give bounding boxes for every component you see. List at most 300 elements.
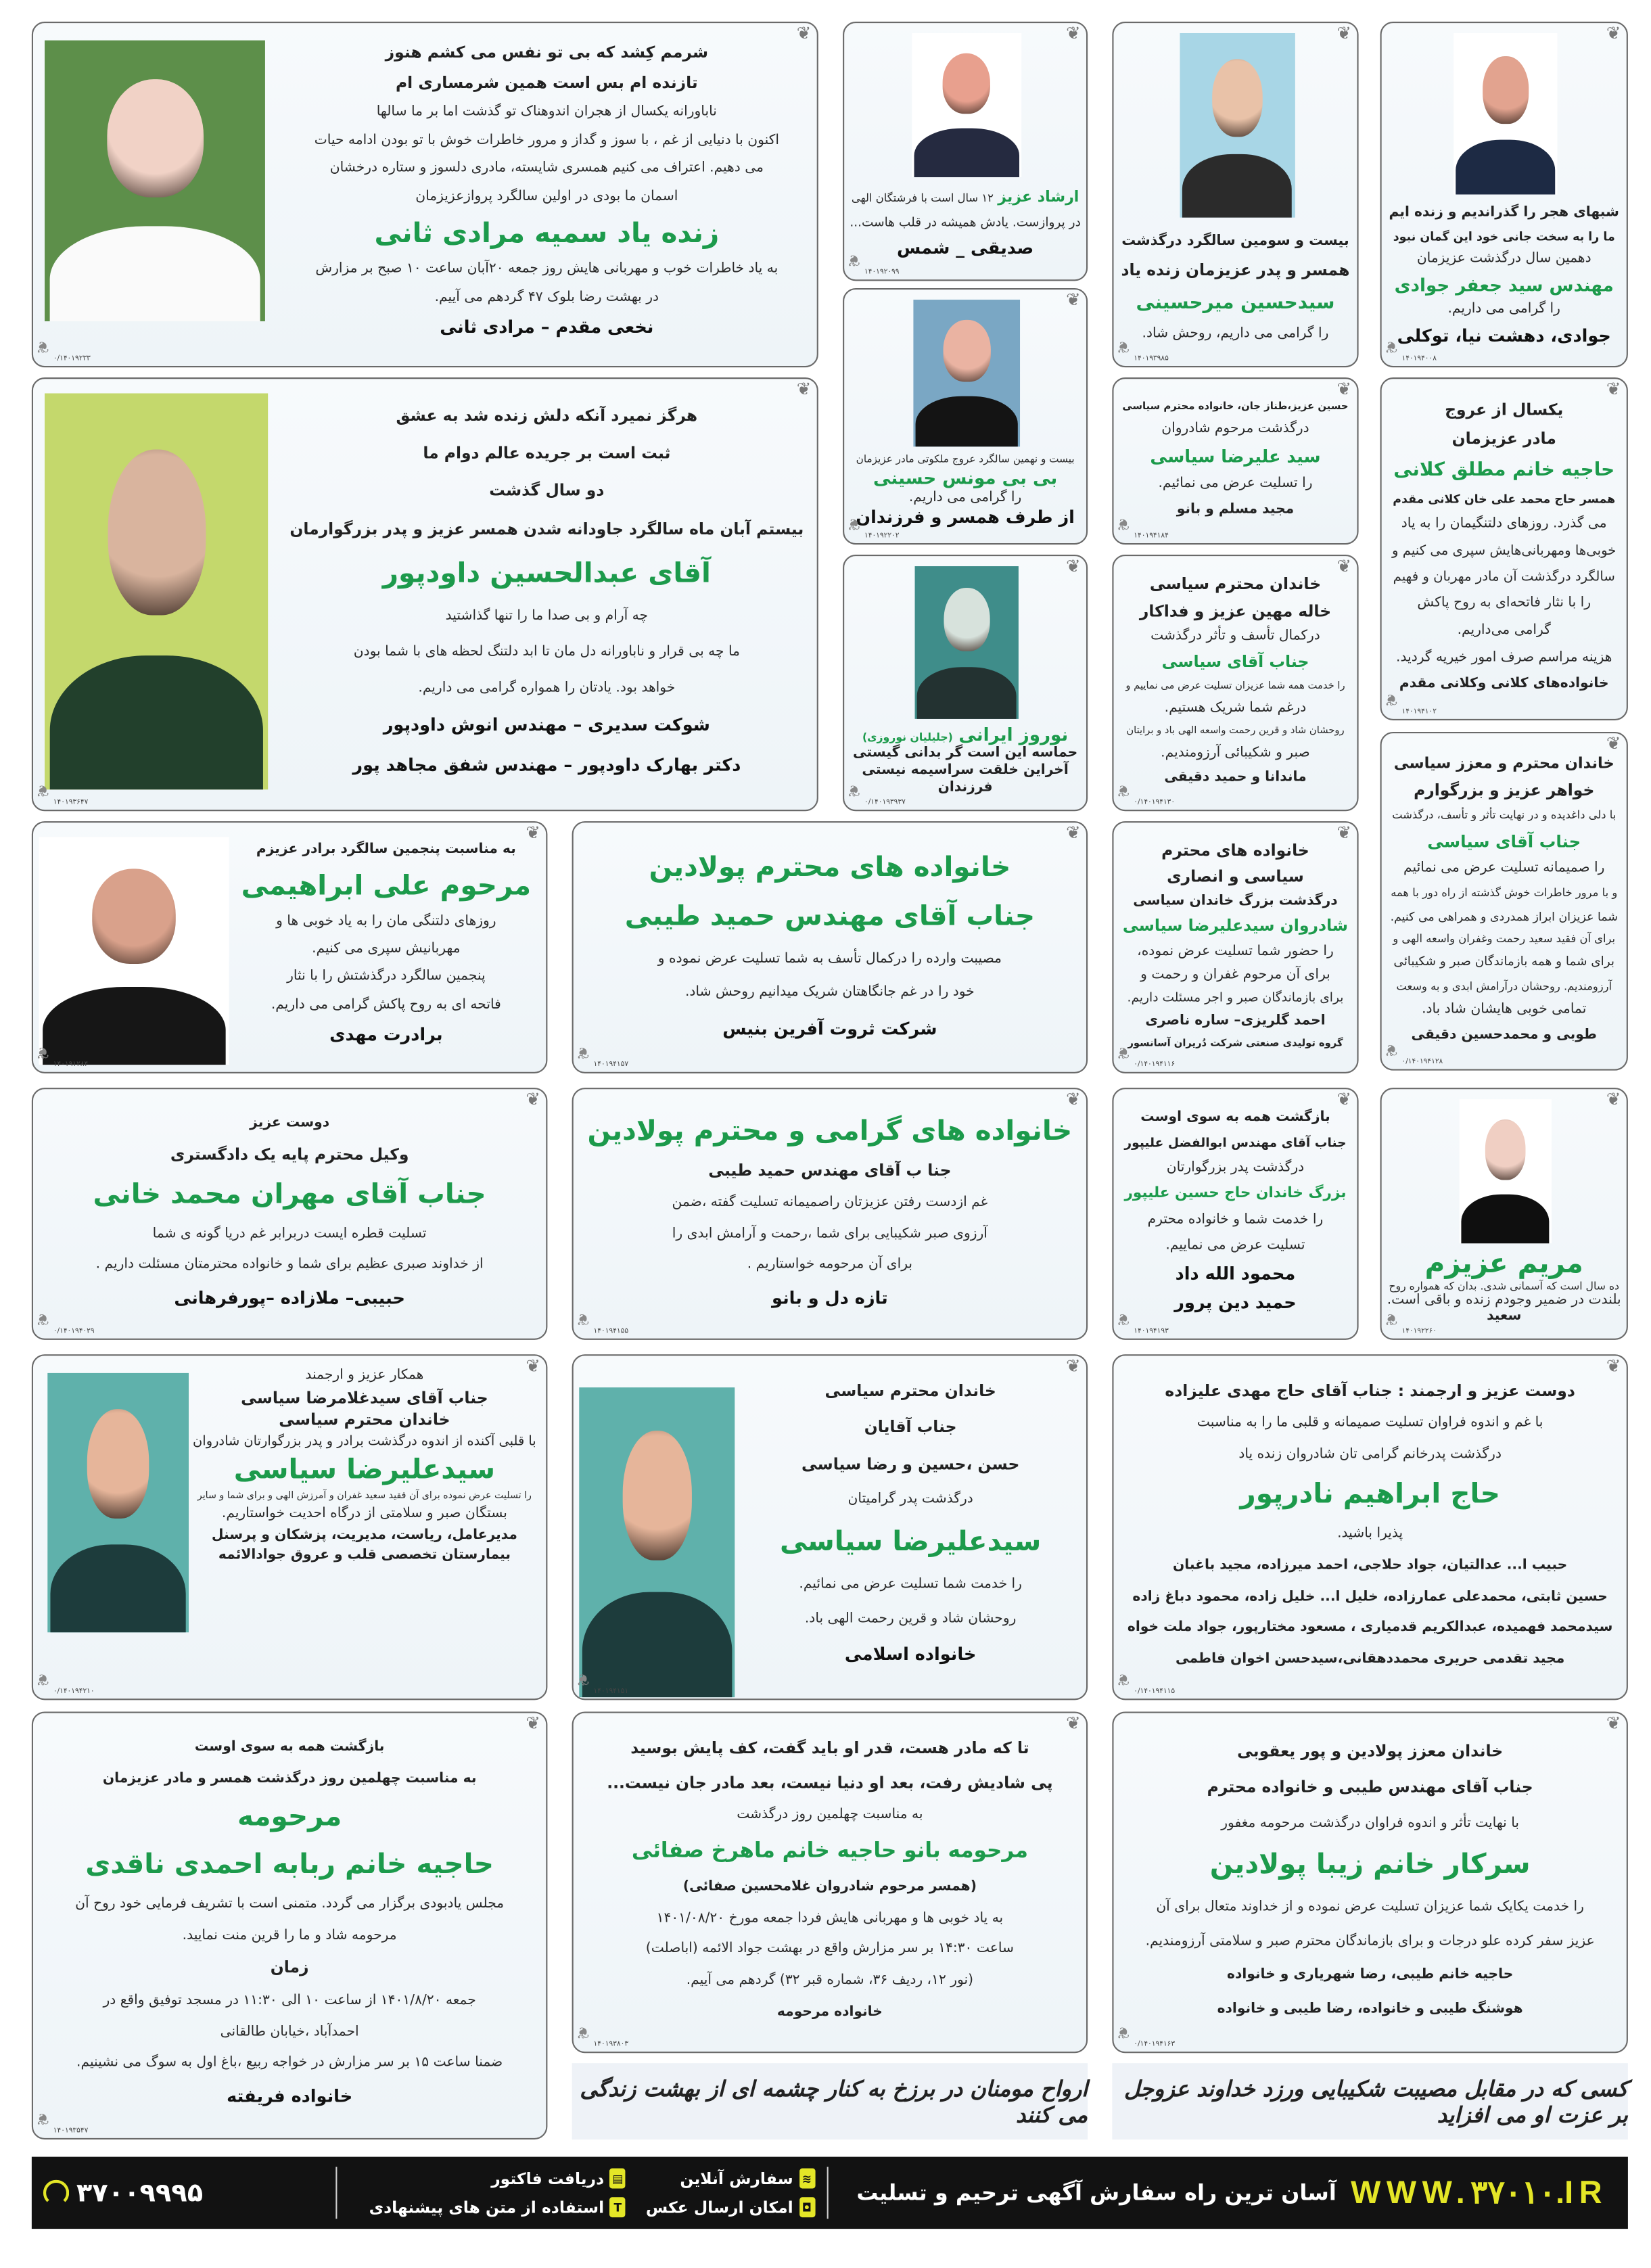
line-text: عزیز سفر کرده علو درجات و برای بازماندگان محترم صبر و سلامتی آرزومندیم. bbox=[1145, 1933, 1595, 1949]
line-text: روحشان شاد و قرین رحمت الهی باد. bbox=[804, 1610, 1017, 1626]
quote-text: ارواح مومنان در برزخ به کنار چشمه ای از بهشت زندگی می کنند bbox=[580, 2075, 1088, 2127]
ad-bibi bbox=[843, 288, 1088, 545]
line-text: خاندان محترم سیاسی bbox=[279, 1411, 450, 1430]
body-line bbox=[1150, 630, 1320, 646]
line-text: خانواده های گرامی و محترم پولادین bbox=[587, 1114, 1073, 1147]
portrait-photo bbox=[912, 33, 1021, 177]
body-line bbox=[193, 1435, 536, 1450]
line-text: را خدمت همه شما عزیزان تسلیت عرض می نماییم و bbox=[1125, 680, 1345, 692]
line-text: درگذشت پدرخانم گرامی تان شادروان زنده یاد bbox=[1238, 1447, 1502, 1463]
headset-icon bbox=[43, 2180, 69, 2206]
line-text: حبیب ا... عدالتیان، جواد حلاجی، احمد میرزاده، مجید باغبان bbox=[1173, 1556, 1568, 1573]
signature bbox=[329, 1025, 443, 1045]
line-text: هوشنگ طیبی و خانواده، رضا طیبی و خانواده bbox=[1217, 2001, 1523, 2018]
feature-photo-upload[interactable] bbox=[646, 2197, 815, 2217]
line-text: حاجیه خانم طیبی، رضا شهریاری و خانواده bbox=[1226, 1967, 1514, 1983]
bold-line bbox=[1393, 230, 1615, 244]
line-text: چه آرام و بی صدا ما را تنها گذاشتید bbox=[445, 608, 649, 625]
body-line bbox=[287, 970, 486, 986]
line-text: شرمم کِشد که بی تو نفس می کشم هنوز bbox=[385, 43, 709, 62]
feature-list bbox=[646, 2169, 815, 2217]
line-text: به مناسبت پنجمین سالگرد برادر عزیزم bbox=[256, 841, 516, 858]
line-text: همسر و پدر عزیزمان زنده یاد bbox=[1121, 260, 1350, 280]
ad-tooba bbox=[1380, 732, 1628, 1071]
line-text: خوبی‌ها ومهربانی‌هایش سپری می کنیم و bbox=[1392, 542, 1617, 559]
corner-ornament-icon: ❦ bbox=[526, 823, 540, 843]
ad-code: ۱۴۰۱۹۳۹۸۵ bbox=[1134, 354, 1169, 363]
heading-line bbox=[864, 1420, 957, 1438]
portrait-photo bbox=[1179, 33, 1294, 218]
corner-ornament-icon: ❦ bbox=[576, 1310, 590, 1328]
corner-ornament-icon: ❦ bbox=[576, 1043, 590, 1062]
line-text: جناب آقای مهران محمد خانی bbox=[93, 1178, 486, 1211]
ad-text bbox=[1122, 1725, 1618, 2037]
corner-ornament-icon: ❦ bbox=[526, 1713, 540, 1734]
ad-poladin-tazedel bbox=[572, 1088, 1088, 1340]
deceased-name bbox=[234, 1456, 495, 1487]
line-text: تازنده ام بس است همین شرمساری ام bbox=[395, 73, 698, 93]
deceased-name bbox=[649, 852, 1010, 884]
line-text: دکتر بهارک داودپور – مهندس شفق مجاهد پور bbox=[352, 754, 741, 774]
line-text: شما عزیزان ابراز همدردی و همراهی می کنیم. bbox=[1390, 908, 1618, 923]
bold-line bbox=[683, 1880, 977, 1895]
deceased-name bbox=[93, 1180, 486, 1212]
ad-code: ۱۴۰۱۹۴۰۰۸ bbox=[1401, 354, 1437, 363]
corner-ornament-icon: ❦ bbox=[1066, 290, 1081, 310]
body-line bbox=[850, 216, 1081, 231]
line-text: جوادی، دهشت نیا، توکلی bbox=[1397, 325, 1611, 346]
body-line bbox=[1458, 624, 1551, 639]
ad-code: ۱۴۰۱۹۴۱۵۵ bbox=[593, 1326, 629, 1336]
body-line bbox=[1396, 651, 1612, 666]
corner-ornament-icon: ❦ bbox=[1116, 1043, 1130, 1062]
corner-ornament-icon: ❦ bbox=[1066, 1713, 1081, 1734]
body-line bbox=[1165, 701, 1307, 717]
bold-line bbox=[1127, 1038, 1343, 1050]
line-text: می دهیم. اعتراف می کنیم همسری شایسته، مادری دلسوز و ستاره درخشان bbox=[329, 160, 764, 177]
deceased-name bbox=[1427, 833, 1581, 852]
line-text: آخراین خلقت سراسیمه نیستی bbox=[862, 762, 1069, 779]
line-text: هرگز نمیرد آنکه دلش زنده شد به عشق bbox=[396, 405, 698, 425]
heading-line bbox=[1121, 234, 1349, 250]
line-text: برای شما و همه بازماندگان صبر و شکیبائی bbox=[1393, 954, 1615, 970]
line-text: درگذشت مرحوم شادروان bbox=[1161, 420, 1309, 436]
line-text: خاندان محترم سیاسی bbox=[824, 1381, 996, 1401]
line-text: ما را به سخت جانی خود این گمان نبود bbox=[1393, 229, 1615, 244]
line-text: دوست عزیز و ارجمند : جناب آقای حاج مهدی علیزاده bbox=[1165, 1381, 1575, 1401]
corner-ornament-icon: ❦ bbox=[1384, 337, 1398, 356]
ad-text bbox=[850, 723, 1081, 798]
deceased-name: ارشاد عزیز bbox=[998, 189, 1079, 206]
line-text: را گرامی می داریم، روحش شاد. bbox=[1142, 325, 1329, 341]
ad-davoudpour bbox=[32, 377, 818, 811]
body-line bbox=[1167, 1161, 1304, 1176]
ad-text bbox=[1390, 390, 1618, 704]
line-text: حسین عزیز،طناز جان، خانواده محترم سیاسی bbox=[1122, 400, 1349, 412]
line-text: طوبی و محمدحسین دقیقی bbox=[1411, 1027, 1597, 1044]
invoice-icon: ▤ bbox=[610, 2169, 626, 2189]
ad-maryam bbox=[1380, 1088, 1628, 1340]
body-line bbox=[222, 1508, 507, 1523]
deceased-name bbox=[1393, 460, 1614, 482]
feature-label: استفاده از متن های پیشنهادی bbox=[369, 2198, 605, 2217]
body-line bbox=[1127, 992, 1344, 1006]
signature bbox=[856, 509, 1075, 529]
line-text: یکسال از عروج bbox=[1445, 400, 1564, 419]
ad-text bbox=[582, 1101, 1078, 1324]
body-line bbox=[1221, 1816, 1519, 1832]
bold-line bbox=[250, 1116, 329, 1132]
heading-line bbox=[630, 1740, 1029, 1759]
line-text: برای آن فقید سعید رحمت وغفران واسعه الهی و bbox=[1393, 932, 1616, 946]
portrait-photo bbox=[45, 393, 268, 789]
corner-ornament-icon: ❦ bbox=[1116, 781, 1130, 800]
quote-banner bbox=[1112, 2063, 1628, 2139]
heading-line bbox=[1167, 866, 1304, 887]
ad-text bbox=[1122, 1367, 1618, 1684]
ad-code: ۱۴۰۱۹۴۱۰۲ bbox=[1401, 707, 1437, 716]
footer-bar bbox=[32, 2157, 1628, 2229]
bold-line bbox=[1176, 1652, 1564, 1668]
bold-line bbox=[1164, 770, 1306, 786]
body-line bbox=[799, 1577, 1022, 1593]
corner-ornament-icon: ❦ bbox=[796, 23, 812, 43]
line-text: حاجیه خانم ربابه احمدی ناقدی bbox=[85, 1849, 494, 1880]
line-text: درگذشت پدر گرامیتان bbox=[847, 1491, 973, 1508]
line-text: درگذشت بزرگ خاندان سیاسی bbox=[1133, 893, 1338, 909]
line-text: می گذرد. روزهای دلتنگیمان را به یاد bbox=[1401, 515, 1607, 532]
body-line bbox=[315, 262, 778, 278]
bold-line bbox=[1122, 400, 1348, 412]
line-text: فرزندان bbox=[937, 779, 993, 795]
line-text: مریم عزیزم bbox=[1424, 1247, 1583, 1279]
line-text: تمامی خوبی هایشان شاد باد. bbox=[1422, 1002, 1587, 1018]
bold-line bbox=[1227, 1969, 1513, 1985]
corner-ornament-icon: ❦ bbox=[1336, 23, 1351, 43]
line-text: برای بازماندگان صبر و اجر مسئلت داریم. bbox=[1127, 992, 1344, 1006]
feature-online-order[interactable] bbox=[646, 2169, 815, 2189]
body-line bbox=[153, 1227, 427, 1243]
deceased-name bbox=[1123, 919, 1348, 937]
ad-eslami bbox=[572, 1354, 1088, 1700]
line-text: خانواده فریفته bbox=[227, 2086, 353, 2107]
line-text: (نور ۱۲، ردیف ۳۶، شماره قبر ۳۲) گردهم می آییم. bbox=[686, 1972, 974, 1989]
line-text: با نهایت تأثر و اندوه فراوان درگذشت مرحومه مغفور bbox=[1221, 1815, 1520, 1831]
line-text: را خدمت یکایک شما عزیزان تسلیت عرض نموده و از خداوند متعال برای آن bbox=[1156, 1899, 1584, 1915]
line-text: بیست و نهمین سالگرد عروج ملکوتی مادر عزیزمان bbox=[856, 452, 1075, 465]
line-text: به مناسبت چهلمین روز درگذشت همسر و مادر عزیزمان bbox=[102, 1770, 477, 1786]
signature bbox=[352, 756, 741, 775]
heading-line bbox=[396, 75, 698, 93]
line-text: حاج ابراهیم نادرپور bbox=[1240, 1478, 1500, 1510]
ad-text bbox=[1384, 1247, 1621, 1328]
alias-text: (جلیلیان نوروزی) bbox=[862, 730, 953, 744]
feature-label: امکان ارسال عکس bbox=[645, 2198, 793, 2217]
line-text: نخعی مقدم – مرادی ثانی bbox=[440, 317, 654, 338]
line-text: خانواده های محترم پولادین bbox=[649, 850, 1011, 883]
line-text: حمید دین پرور bbox=[1174, 1293, 1297, 1313]
ad-text bbox=[191, 1364, 537, 1569]
line-text: حسن ،حسین و رضا سیاسی bbox=[801, 1454, 1020, 1474]
ad-code: ۰/۱۴۰۱۹۴۱۳۰ bbox=[1134, 798, 1176, 807]
corner-ornament-icon: ❦ bbox=[526, 1089, 540, 1110]
heading-line bbox=[170, 1147, 409, 1165]
ad-nowruz bbox=[843, 555, 1088, 811]
body-line bbox=[1165, 1239, 1305, 1254]
ad-nadarpour bbox=[1112, 1354, 1628, 1700]
corner-ornament-icon: ❦ bbox=[1116, 1310, 1130, 1328]
corner-ornament-icon: ❦ bbox=[1066, 1089, 1081, 1110]
line-text: مرحومه bbox=[237, 1801, 342, 1834]
feature-suggested-texts[interactable] bbox=[369, 2197, 626, 2217]
bold-line bbox=[1487, 1310, 1521, 1326]
heading-line bbox=[386, 44, 708, 62]
corner-ornament-icon: ❦ bbox=[1384, 690, 1398, 709]
body-line bbox=[672, 1227, 987, 1243]
bold-line bbox=[212, 1528, 517, 1544]
ad-code: ۱۴۰۱۹۳۵۴۷ bbox=[53, 2126, 89, 2135]
line-text: را تسلیت عرض می نمائیم. bbox=[1158, 476, 1313, 492]
portrait-photo bbox=[913, 300, 1020, 446]
line-text: سیدعلیرضا سیاسی bbox=[780, 1525, 1042, 1558]
body-line bbox=[446, 610, 648, 626]
deceased-name bbox=[862, 724, 1068, 745]
body-line bbox=[1447, 303, 1560, 319]
ad-mehran bbox=[32, 1088, 548, 1340]
corner-ornament-icon: ❦ bbox=[1336, 823, 1351, 843]
body-line bbox=[737, 1808, 923, 1824]
line-text: جناب آقای مهندس حمید طیبی bbox=[624, 900, 1036, 933]
line-text: حماسه این است گر بدانی گیستی bbox=[853, 745, 1078, 761]
ad-siasi-ansari bbox=[1112, 821, 1358, 1073]
ad-code: ۱۴۰۱۹۴۱۸۴ bbox=[1134, 531, 1169, 540]
divider bbox=[336, 2167, 338, 2219]
line-text: دو سال گذشت bbox=[489, 481, 605, 501]
deceased-name bbox=[1395, 275, 1614, 296]
deceased-name bbox=[85, 1850, 494, 1882]
line-text: را با نثار فاتحه‌ای به روح پاکش bbox=[1417, 595, 1591, 612]
body-line bbox=[305, 1369, 423, 1385]
line-text: ساعت ۱۴:۳۰ بر سر مزارش واقع در بهشت جواد الائمه (اباصلت) bbox=[645, 1941, 1014, 1958]
line-text: مرحوم علی ابراهیمی bbox=[241, 869, 532, 902]
line-text: سالگرد درگذشت آن مادر مهربان و فهیم bbox=[1393, 569, 1615, 586]
body-line bbox=[75, 1897, 504, 1913]
line-text: برادرت مهدی bbox=[329, 1024, 443, 1044]
line-text: خانواده های محترم bbox=[1161, 840, 1309, 860]
feature-invoice[interactable] bbox=[369, 2169, 626, 2189]
body-line bbox=[1417, 597, 1591, 613]
corner-ornament-icon: ❦ bbox=[36, 2109, 49, 2129]
body-line bbox=[1126, 726, 1344, 738]
line-text: مادر عزیزمان bbox=[1451, 429, 1556, 448]
body-line bbox=[1197, 1417, 1543, 1433]
heading-line bbox=[607, 1774, 1052, 1792]
body-line bbox=[1387, 1294, 1621, 1310]
bold-line bbox=[1127, 1621, 1613, 1637]
deceased-name bbox=[780, 1527, 1041, 1559]
line-text: از خداوند صبری عظیم برای شما و خانواده محترمتان مسئلت داریم . bbox=[95, 1256, 484, 1273]
line-text: حاجیه خانم مطلق کلانی bbox=[1393, 460, 1615, 482]
body-line bbox=[435, 291, 659, 306]
body-line bbox=[1146, 1935, 1595, 1950]
wifi-icon: ≋ bbox=[799, 2169, 814, 2189]
heading-line bbox=[279, 1412, 450, 1431]
line-text: جنا ب آقای مهندس حمید طیبی bbox=[708, 1161, 952, 1180]
ad-text bbox=[1384, 199, 1621, 356]
line-text: شبهای هجر را گذراندیم و زنده ایم bbox=[1389, 205, 1619, 221]
corner-ornament-icon: ❦ bbox=[576, 1669, 590, 1689]
line-text: محمود الله داد bbox=[1175, 1263, 1296, 1283]
ad-naghdi bbox=[32, 1711, 548, 2139]
line-text: ۱۲ سال است با فرشتگان الهی bbox=[851, 191, 994, 205]
line-text: برای آن مرحوم غفران و رحمت و bbox=[1140, 967, 1330, 983]
ad-code: ۱۴۰۱۹۳۸۰۳ bbox=[593, 2040, 629, 2049]
line-text: احمد گلریزی– ساره ناصری bbox=[1145, 1013, 1326, 1029]
line-text: درغم شما شریک هستیم. bbox=[1164, 700, 1307, 716]
portrait-photo bbox=[39, 837, 229, 1065]
heading-line bbox=[271, 1960, 309, 1978]
line-text: تسلیت قطره ایست دربرابر غم دریا گونه ی شما bbox=[152, 1225, 427, 1242]
corner-ornament-icon: ❦ bbox=[1606, 379, 1621, 400]
corner-ornament-icon: ❦ bbox=[1606, 1713, 1621, 1734]
corner-ornament-icon: ❦ bbox=[36, 781, 49, 800]
ad-code: ۰/۱۴۰۱۹۳۹۳۷ bbox=[864, 798, 906, 807]
line-text: احمدآباد ،خیابان طالقانی bbox=[220, 2023, 359, 2040]
body-line bbox=[856, 453, 1075, 465]
line-text: مجید تقدمی حریری محمددهقانی،سیدحسن اخوان فاطمی bbox=[1175, 1651, 1565, 1667]
corner-ornament-icon: ❦ bbox=[1066, 823, 1081, 843]
heading-line bbox=[1452, 431, 1556, 449]
bold-line bbox=[218, 1548, 511, 1564]
website-link[interactable]: WWW.۳۷۰۱۰.IR bbox=[1351, 2174, 1608, 2211]
signature bbox=[1174, 1294, 1296, 1314]
body-line bbox=[1396, 981, 1612, 994]
line-text: خود را در غم جانگاهتان شریک میدانیم روحش شاد. bbox=[684, 983, 975, 1000]
ad-text bbox=[1390, 745, 1618, 1055]
line-text: خانواده مرحومه bbox=[776, 2004, 883, 2020]
line-text: فاتحه ای به روح پاکش گرامی می داریم. bbox=[271, 996, 501, 1013]
deceased-name bbox=[241, 871, 531, 903]
body-line bbox=[646, 1943, 1014, 1958]
bold-line bbox=[1132, 1590, 1607, 1605]
line-text: غم ازدست رفتن عزیزتان راصمیمانه تسلیت گفته ،ضمن bbox=[672, 1195, 988, 1211]
corner-ornament-icon: ❦ bbox=[576, 2022, 590, 2042]
signature bbox=[1176, 1264, 1296, 1284]
line-text: جناب آقای مهندس ابوالفضل علیپور bbox=[1124, 1136, 1347, 1151]
line-text: همسر حاج محمد علی خان کلانی مقدم bbox=[1393, 491, 1616, 506]
ad-gholamreza bbox=[32, 1354, 548, 1700]
ad-kalani bbox=[1380, 377, 1628, 720]
body-line bbox=[1125, 682, 1345, 693]
line-text: زنده یاد سمیه مرادی ثانی bbox=[374, 216, 720, 249]
ad-text bbox=[1122, 568, 1348, 795]
line-text: آقای عبدالحسین داودپور bbox=[382, 557, 711, 589]
signature bbox=[1397, 327, 1611, 346]
bold-line bbox=[862, 764, 1068, 779]
body-line bbox=[315, 134, 779, 149]
ad-text bbox=[582, 834, 1078, 1057]
bold-line bbox=[1393, 493, 1615, 507]
line-text: پنجمین سالگرد درگذشتش را با نثار bbox=[287, 969, 486, 985]
body-line bbox=[271, 998, 501, 1013]
line-text: هزینه مراسم صرف امور خیریه گردید. bbox=[1396, 649, 1612, 666]
line-text: ناباورانه یکسال از هجران اندوهناک تو گذشت اما بر ما سالها bbox=[376, 103, 717, 120]
heading-line bbox=[396, 407, 698, 425]
line-text: صدیقی _ شمس bbox=[896, 237, 1034, 258]
line-text: درگذشت پدر بزرگوارتان bbox=[1166, 1159, 1305, 1176]
phone-number[interactable] bbox=[43, 2177, 203, 2208]
body-line bbox=[76, 2056, 503, 2072]
corner-ornament-icon: ❦ bbox=[1066, 556, 1081, 577]
line-text: جناب آقایان bbox=[864, 1418, 957, 1437]
feature-list bbox=[369, 2169, 626, 2217]
bold-line bbox=[1173, 1558, 1567, 1574]
body-line bbox=[1148, 1213, 1324, 1228]
line-text: خواهر عزیز و بزرگوارم bbox=[1414, 781, 1595, 800]
deceased-name bbox=[632, 1840, 1028, 1864]
ad-samira bbox=[32, 22, 818, 367]
line-text: خاندان معزز پولادین و پور یعقوبی bbox=[1237, 1741, 1504, 1761]
bold-line bbox=[1217, 2003, 1523, 2018]
deceased-name bbox=[374, 218, 719, 250]
ad-code: ۱۴۰۱۹۲۰۹۹ bbox=[864, 268, 900, 277]
body-line bbox=[220, 2025, 359, 2041]
body-line bbox=[103, 1994, 476, 2010]
slogan: آسان ترین راه سفارش آگهی ترحیم و تسلیت bbox=[856, 2179, 1336, 2206]
heading-line bbox=[289, 521, 804, 539]
corner-ornament-icon: ❦ bbox=[1066, 1356, 1081, 1376]
portrait-photo bbox=[915, 566, 1019, 719]
body-line bbox=[1393, 571, 1615, 586]
body-line bbox=[1389, 1281, 1619, 1293]
corner-ornament-icon: ❦ bbox=[1606, 1089, 1621, 1110]
line-text: ده سال است که آسمانی شدی. بدان که همواره روح bbox=[1389, 1279, 1620, 1293]
corner-ornament-icon: ❦ bbox=[36, 1669, 49, 1689]
body-line bbox=[1422, 1003, 1586, 1019]
line-text: در بهشت رضا بلوک ۴۷ گردهم می آییم. bbox=[434, 289, 659, 306]
line-text: را گرامی می داریم. bbox=[908, 489, 1022, 505]
body-line bbox=[96, 1258, 484, 1274]
line-text: به یاد خاطرات خوب و مهربانی هایش روز جمعه ۲۰آبان ساعت ۱۰ صبح بر مزارش bbox=[315, 260, 778, 277]
line-text: را خدمت شما و خانواده محترم bbox=[1147, 1211, 1324, 1228]
line-text: پذیرا باشید. bbox=[1337, 1525, 1403, 1542]
ad-text bbox=[1122, 390, 1348, 528]
line-text: را حضور شما تسلیت عرض نموده، bbox=[1137, 943, 1334, 959]
body-line bbox=[1137, 944, 1334, 960]
deceased-name bbox=[1240, 1480, 1499, 1512]
line-text: سیاسی و انصاری bbox=[1167, 866, 1304, 886]
line-text: از طرف همسر و فرزندان bbox=[856, 507, 1075, 528]
portrait-photo bbox=[579, 1387, 735, 1697]
line-text: جمعه ۱۴۰۱/۸/۲۰ از ساعت ۱۰ الی ۱۱:۳۰ در مسجد توفیق واقع در bbox=[103, 1992, 476, 2008]
body-line bbox=[1392, 810, 1616, 823]
body-line bbox=[197, 1491, 532, 1502]
heading-line bbox=[241, 1389, 488, 1408]
ad-code: ۱۴۰۱۹۱۲۸۴ bbox=[53, 1060, 89, 1069]
body-line bbox=[848, 1493, 973, 1508]
phone-text: ۳۷۰۰۹۹۹۵ bbox=[76, 2177, 204, 2208]
line-text: شرکت ثروت آفرین بنیس bbox=[722, 1018, 937, 1038]
line-text: ماندانا و حمید دقیقی bbox=[1164, 769, 1307, 785]
line-text: صبر و شکیبائی آرزومندیم. bbox=[1161, 745, 1310, 761]
bold-line bbox=[1140, 1111, 1330, 1126]
heading-line bbox=[1161, 842, 1309, 860]
deceased-name bbox=[383, 559, 711, 591]
heading-line bbox=[1165, 1383, 1575, 1402]
body-line bbox=[684, 983, 975, 1001]
body-line bbox=[1393, 933, 1615, 946]
corner-ornament-icon: ❦ bbox=[1336, 1089, 1351, 1110]
